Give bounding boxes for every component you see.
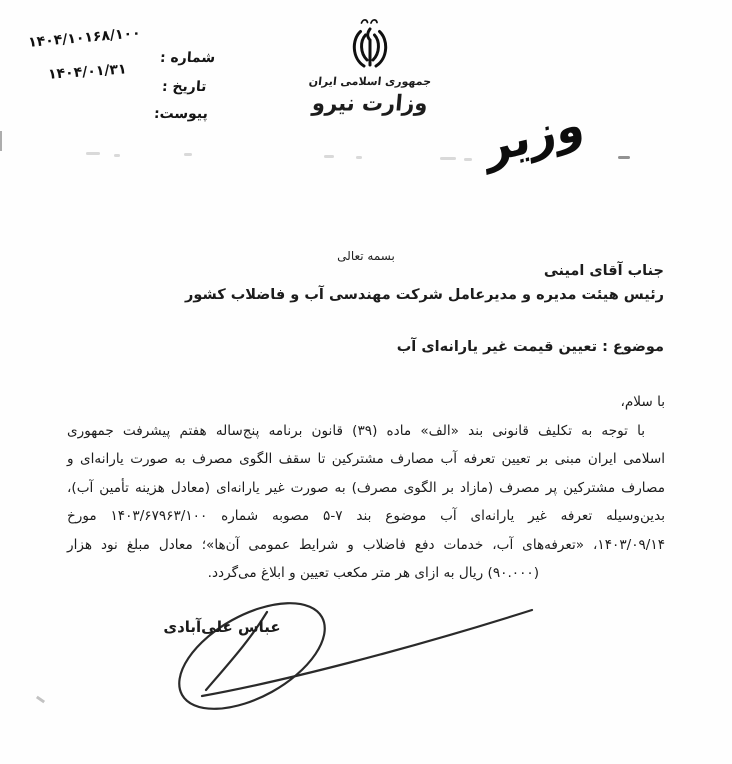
body-line: (۹۰.۰۰۰) ریال به ازای هر متر مکعب تعیین و ابلاغ می‌گردد. bbox=[207, 565, 539, 581]
scan-speck bbox=[184, 153, 192, 156]
signatory-name: عباس علی‌آبادی bbox=[163, 618, 281, 636]
recipient-name: جناب آقای امینی bbox=[543, 263, 664, 279]
letterhead-center bbox=[296, 18, 444, 115]
scan-speck bbox=[86, 152, 100, 155]
scan-speck bbox=[36, 696, 45, 704]
body-line: مصارف مشترکین پر مصرف (مازاد بر الگوی مصرف) به صورت غیر یارانه‌ای (معادل هزینه تأمین آب)، bbox=[67, 479, 665, 496]
letter-number-value: ۱۴۰۴/۱۰۱۶۸/۱۰۰ bbox=[27, 25, 142, 51]
letter-date-value: ۱۴۰۴/۰۱/۳۱ bbox=[47, 61, 128, 83]
invocation-line: بسمه تعالی bbox=[337, 249, 395, 263]
handwritten-signature-icon bbox=[150, 578, 550, 733]
letter-attachment-label: پیوست: bbox=[153, 106, 209, 122]
letter-number-label: شماره : bbox=[159, 50, 216, 66]
iran-emblem-icon bbox=[296, 18, 444, 74]
scan-speck bbox=[114, 154, 120, 157]
body-line: بدین‌وسیله تعرفه غیر یارانه‌ای آب موضوع بند ۷-۵ مصوبه شماره ۱۴۰۳/۶۷۹۶۳/۱۰۰ مورخ bbox=[67, 508, 665, 524]
body-line: با توجه به تکلیف قانونی بند «الف» ماده (۳۹) قانون برنامه پنج‌ساله هفتم پیشرفت جمهوری bbox=[67, 422, 645, 439]
scan-speck bbox=[464, 158, 472, 161]
salutation: با سلام، bbox=[620, 394, 665, 410]
scan-speck bbox=[618, 156, 630, 159]
letter-date-label: تاریخ : bbox=[161, 79, 207, 95]
scan-edge-artifact bbox=[0, 131, 2, 151]
scan-speck bbox=[324, 155, 334, 158]
scan-speck bbox=[440, 157, 456, 160]
body-line: اسلامی ایران مبنی بر تعیین تعرفه آب مصارف مشترکین تا سقف الگوی مصرف به صورت یارانه‌ای و bbox=[67, 451, 665, 467]
body-line: ۱۴۰۳/۰۹/۱۴، «تعرفه‌های آب، خدمات دفع فاضلاب و شرایط عمومی آن‌ها»؛ معادل مبلغ نود هزار bbox=[67, 536, 665, 553]
scan-speck bbox=[356, 156, 362, 159]
recipient-title: رئیس هیئت مدیره و مدیرعامل شرکت مهندسی آب و فاضلاب کشور bbox=[185, 287, 664, 303]
subject-line: موضوع : تعیین قیمت غیر یارانه‌ای آب bbox=[396, 339, 664, 355]
minister-calligraphy: وزیر bbox=[482, 95, 587, 175]
letter-body bbox=[67, 388, 665, 588]
country-name: جمهوری اسلامی ایران bbox=[308, 75, 432, 88]
ministry-name: وزارت نیرو bbox=[311, 90, 429, 116]
